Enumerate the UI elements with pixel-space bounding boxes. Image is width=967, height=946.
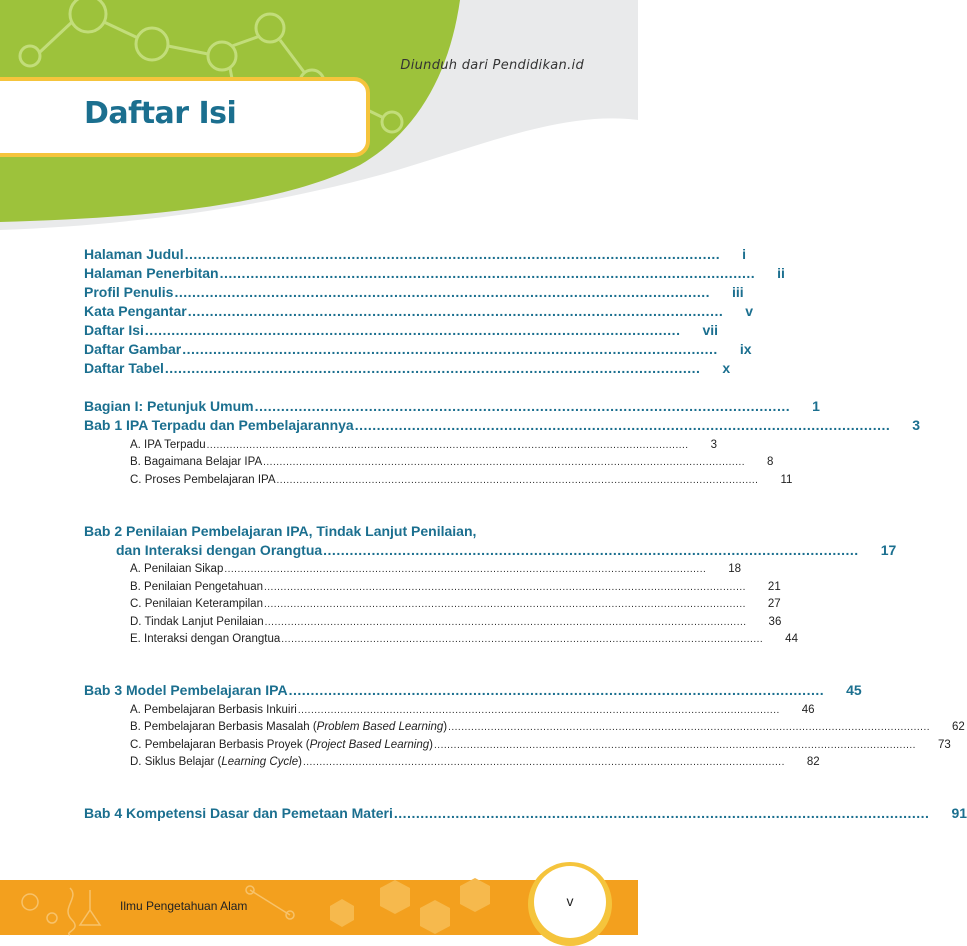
toc-label-italic: Problem Based Learning	[316, 721, 444, 733]
toc-subentry[interactable]	[84, 468, 793, 486]
dot-leader: ..........................................................................................................................	[354, 417, 891, 433]
toc-subentry[interactable]	[84, 716, 965, 734]
toc-label	[130, 756, 302, 768]
dot-leader: ...................................................................................................................................................	[264, 616, 747, 628]
dot-leader: ..........................................................................................................................	[393, 805, 930, 821]
toc-page: 1	[812, 398, 820, 414]
dot-leader: ...................................................................................................................................................	[264, 581, 746, 593]
toc-label: A. Penilaian Sikap	[130, 563, 224, 575]
watermark-text: Diunduh dari Pendidikan.id	[400, 58, 584, 73]
toc-label-pre: C. Pembelajaran Berbasis Proyek (	[130, 738, 310, 751]
toc-label: D. Tindak Lanjut Penilaian	[130, 615, 264, 628]
toc-subentry[interactable]	[84, 433, 717, 451]
toc-page: i	[742, 246, 747, 262]
toc-subentry[interactable]	[84, 593, 781, 611]
toc-label: E. Interaksi dengan Orangtua	[130, 633, 281, 645]
dot-leader: ...................................................................................................................................................	[263, 599, 746, 610]
toc-label: B. Penilaian Pengetahuan	[130, 580, 263, 593]
dot-leader: ..........................................................................................................................	[144, 322, 681, 338]
toc-subentry[interactable]	[84, 698, 815, 716]
dot-leader: ...................................................................................................................................................	[263, 457, 746, 468]
toc-label-post: )	[443, 721, 448, 733]
toc-subentry[interactable]	[84, 558, 742, 576]
toc-label-pre: B. Pembelajaran Berbasis Masalah (	[130, 721, 317, 733]
toc-page: x	[722, 360, 731, 376]
toc-page: v	[745, 303, 754, 319]
toc-page: iii	[732, 284, 744, 300]
dot-leader: ..........................................................................................................................	[219, 265, 756, 281]
dot-leader: ..........................................................................................................................	[187, 303, 724, 319]
toc-subentry[interactable]	[84, 733, 951, 751]
toc-label: B. Bagaimana Belajar IPA	[130, 456, 263, 468]
toc-label: Halaman Penerbitan	[84, 265, 219, 281]
dot-leader: ..........................................................................................................................	[164, 360, 701, 376]
toc-page: ii	[777, 265, 785, 281]
toc-page: 62	[952, 721, 965, 733]
toc-page: 18	[728, 563, 742, 575]
dot-leader: ...................................................................................................................................................	[224, 564, 707, 575]
dot-leader: ...................................................................................................................................................	[206, 439, 689, 451]
toc-page: 91	[951, 805, 967, 821]
dot-leader: ..........................................................................................................................	[174, 284, 711, 300]
dot-leader: ...................................................................................................................................................	[448, 722, 931, 733]
toc-page: ix	[739, 341, 752, 357]
toc-label: dan Interaksi dengan Orangtua	[116, 541, 323, 558]
toc-subentry[interactable]	[84, 628, 798, 646]
toc-entry-halaman-judul[interactable]	[84, 243, 747, 262]
toc-label: Profil Penulis	[84, 284, 174, 300]
toc-page: 11	[780, 473, 793, 486]
toc-subentry[interactable]	[84, 751, 820, 769]
toc-entry-bab-2-line1[interactable]	[84, 520, 560, 539]
dot-leader: ..........................................................................................................................	[254, 398, 791, 414]
toc-entry-daftar-gambar[interactable]	[84, 338, 752, 357]
toc-entry-halaman-penerbitan[interactable]	[84, 262, 785, 281]
toc-label: Daftar Tabel	[84, 360, 164, 376]
spacer	[84, 662, 560, 679]
dot-leader: ...................................................................................................................................................	[434, 739, 916, 751]
toc-page: 73	[937, 738, 951, 751]
spacer	[84, 785, 560, 802]
toc-page: 44	[785, 633, 798, 645]
toc-page: vii	[702, 322, 719, 338]
toc-label-pre: D. Siklus Belajar (	[130, 756, 222, 768]
toc-label: C. Penilaian Keterampilan	[130, 598, 263, 610]
spacer	[84, 486, 560, 503]
toc-label	[130, 721, 447, 733]
toc-label: Kata Pengantar	[84, 303, 187, 319]
toc-entry-bab-2[interactable]	[84, 539, 897, 558]
toc-entry-daftar-tabel[interactable]	[84, 357, 731, 376]
dot-leader: ...................................................................................................................................................	[276, 474, 759, 486]
toc-page: 46	[801, 703, 815, 716]
toc-page: 36	[768, 615, 782, 628]
spacer	[84, 645, 560, 662]
toc-subentry[interactable]	[84, 451, 774, 469]
toc-label: Halaman Judul	[84, 246, 184, 262]
toc-entry-kata-pengantar[interactable]	[84, 300, 754, 319]
spacer	[84, 376, 560, 395]
toc-label	[130, 739, 433, 751]
toc-page: 8	[767, 456, 774, 468]
toc-page: 27	[767, 598, 781, 610]
toc-subentry[interactable]	[84, 610, 782, 628]
toc-page: 45	[846, 682, 862, 698]
hexagon-pattern-icon	[330, 878, 490, 934]
dot-leader: ...................................................................................................................................................	[297, 704, 780, 716]
toc-label: Bab 2 Penilaian Pembelajaran IPA, Tindak Lanjut Penilaian,	[84, 522, 477, 539]
toc-page: 3	[710, 438, 717, 451]
toc-entry-bab-1[interactable]	[84, 414, 921, 433]
toc-label: Daftar Isi	[84, 322, 144, 338]
toc-entry-bab-3[interactable]	[84, 679, 862, 698]
toc-page: 21	[767, 580, 781, 593]
toc-label: A. Pembelajaran Berbasis Inkuiri	[130, 703, 297, 716]
dot-leader: ..........................................................................................................................	[184, 246, 721, 262]
page-number: v	[566, 893, 574, 909]
toc-label: Daftar Gambar	[84, 341, 182, 357]
dot-leader: ..........................................................................................................................	[182, 341, 718, 357]
toc-label-italic: Learning Cycle	[221, 756, 299, 768]
dot-leader: ...................................................................................................................................................	[302, 757, 785, 768]
toc-entry-bab-4[interactable]	[84, 802, 967, 821]
toc-label: Bab 3 Model Pembelajaran IPA	[84, 682, 288, 698]
toc-label-post: )	[429, 738, 434, 751]
toc-label: Bab 4 Kompetensi Dasar dan Pemetaan Materi	[84, 805, 393, 821]
toc-entry-daftar-isi[interactable]	[84, 319, 719, 338]
toc-label: C. Proses Pembelajaran IPA	[130, 473, 276, 486]
toc-page: 3	[912, 417, 921, 433]
toc-page: 17	[880, 541, 897, 558]
toc-entry-profil-penulis[interactable]	[84, 281, 744, 300]
dot-leader: ..........................................................................................................................	[288, 682, 825, 698]
toc-label: A. IPA Terpadu	[130, 438, 206, 451]
toc-label-post: )	[298, 756, 302, 768]
page-title: Daftar Isi	[84, 96, 237, 131]
spacer	[84, 768, 560, 785]
toc-page: 82	[806, 756, 820, 768]
book-title: Ilmu Pengetahuan Alam	[120, 899, 248, 913]
toc-label: Bagian I: Petunjuk Umum	[84, 398, 254, 414]
toc-label-italic: Project Based Learning	[309, 738, 430, 751]
toc-entry-bagian-1[interactable]	[84, 395, 820, 414]
dot-leader: ...................................................................................................................................................	[281, 634, 764, 645]
spacer	[84, 503, 560, 520]
toc-label: Bab 1 IPA Terpadu dan Pembelajarannya	[84, 417, 354, 433]
toc-subentry[interactable]	[84, 575, 781, 593]
dot-leader: ..........................................................................................................................	[323, 541, 859, 558]
table-of-contents	[84, 243, 967, 821]
